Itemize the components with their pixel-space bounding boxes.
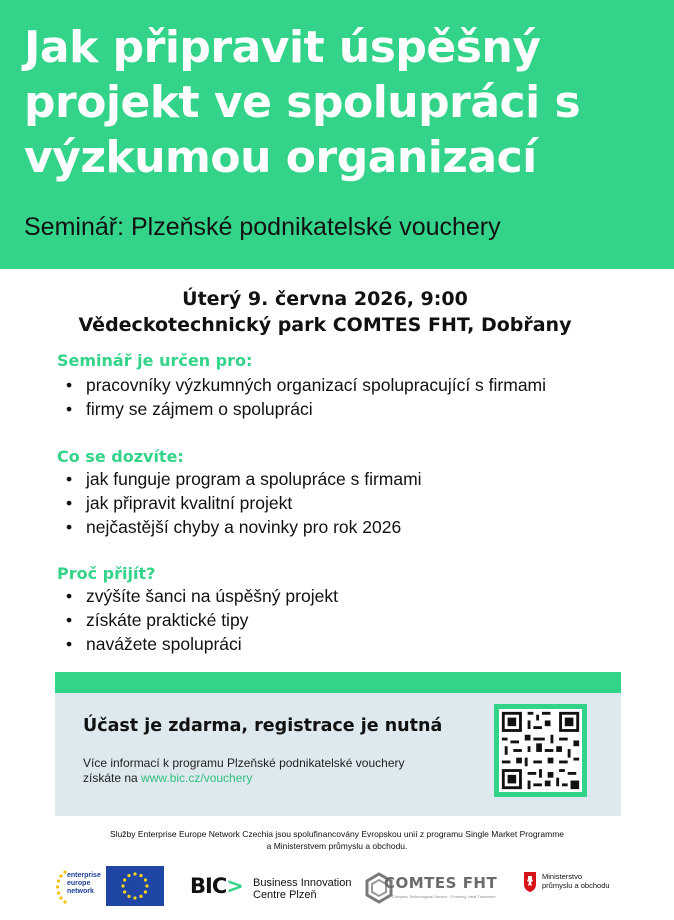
page-subtitle: Seminář: Plzeňské podnikatelské vouchery: [24, 213, 501, 241]
ministry-line: Ministerstvo: [542, 872, 583, 881]
een-line: enterprise: [67, 872, 101, 879]
enterprise-europe-network-logo: [55, 868, 103, 906]
comtes-fht-logo: [362, 870, 510, 906]
registration-info-prefix: získáte na: [83, 771, 142, 785]
list-why: [62, 584, 338, 656]
comtes-tagline: Complex Technological Service · Forming, Heat Treatment: [392, 894, 496, 899]
ministry-logo: [522, 870, 622, 902]
list-item: • nejčastější chyby a novinky pro rok 2026: [62, 515, 422, 539]
list-item: • zvýšíte šanci na úspěšný projekt: [62, 584, 338, 608]
list-item: • jak funguje program a spolupráce s firmami: [62, 467, 422, 491]
section-title-audience: Seminář je určen pro:: [57, 351, 253, 370]
comtes-wordmark: COMTES FHT: [384, 874, 498, 892]
list-item: • získáte praktické tipy: [62, 608, 338, 632]
partner-logos: [0, 862, 674, 912]
registration-panel: [55, 672, 621, 816]
list-learn: [62, 467, 422, 539]
een-line: network: [67, 888, 94, 895]
accent-bar: [55, 672, 621, 693]
section-title-why: Proč přijít?: [57, 564, 156, 583]
event-date: Úterý 9. června 2026, 9:00: [182, 288, 468, 310]
eu-flag-icon: [106, 866, 164, 906]
funding-line: a Ministerstvem průmyslu a obchodu.: [266, 841, 408, 851]
een-text: [67, 872, 101, 896]
bic-logo: [190, 874, 243, 898]
vouchery-link[interactable]: www.bic.cz/vouchery: [141, 771, 253, 785]
funding-line: Služby Enterprise Europe Network Czechia jsou spolufinancovány Evropskou unií z programu Single Market Programme: [109, 829, 565, 839]
bic-word: BIC: [190, 874, 227, 898]
list-audience: [62, 373, 546, 421]
list-item: • navážete spolupráci: [62, 632, 338, 656]
czech-lion-emblem-icon: [522, 870, 538, 894]
header-banner: [0, 0, 674, 269]
bic-name: [253, 877, 351, 901]
registration-info-line: [83, 771, 463, 786]
ministry-line: průmyslu a obchodu: [542, 881, 610, 890]
bic-arrow-icon: >: [226, 874, 243, 898]
page-title: Jak připravit úspěšný projekt ve spolupráci s výzkumou organizací: [24, 22, 581, 183]
list-item: • pracovníky výzkumných organizací spolupracující s firmami: [62, 373, 546, 397]
registration-title: Účast je zdarma, registrace je nutná: [83, 716, 443, 736]
registration-info: [83, 756, 463, 786]
een-line: europe: [67, 880, 91, 887]
list-item: • jak připravit kvalitní projekt: [62, 491, 422, 515]
ministry-name: [542, 872, 610, 890]
bic-line: Centre Plzeň: [253, 889, 317, 901]
bic-line: Business Innovation: [253, 877, 352, 889]
event-venue: Vědeckotechnický park COMTES FHT, Dobřany: [78, 314, 572, 336]
qr-code-frame: [494, 704, 587, 797]
qr-code-icon[interactable]: [499, 709, 582, 792]
list-item: • firmy se zájmem o spolupráci: [62, 397, 546, 421]
section-title-learn: Co se dozvíte:: [57, 447, 184, 466]
funding-note: [0, 828, 674, 852]
registration-info-line: Více informací k programu Plzeňské podnikatelské vouchery: [83, 756, 405, 770]
